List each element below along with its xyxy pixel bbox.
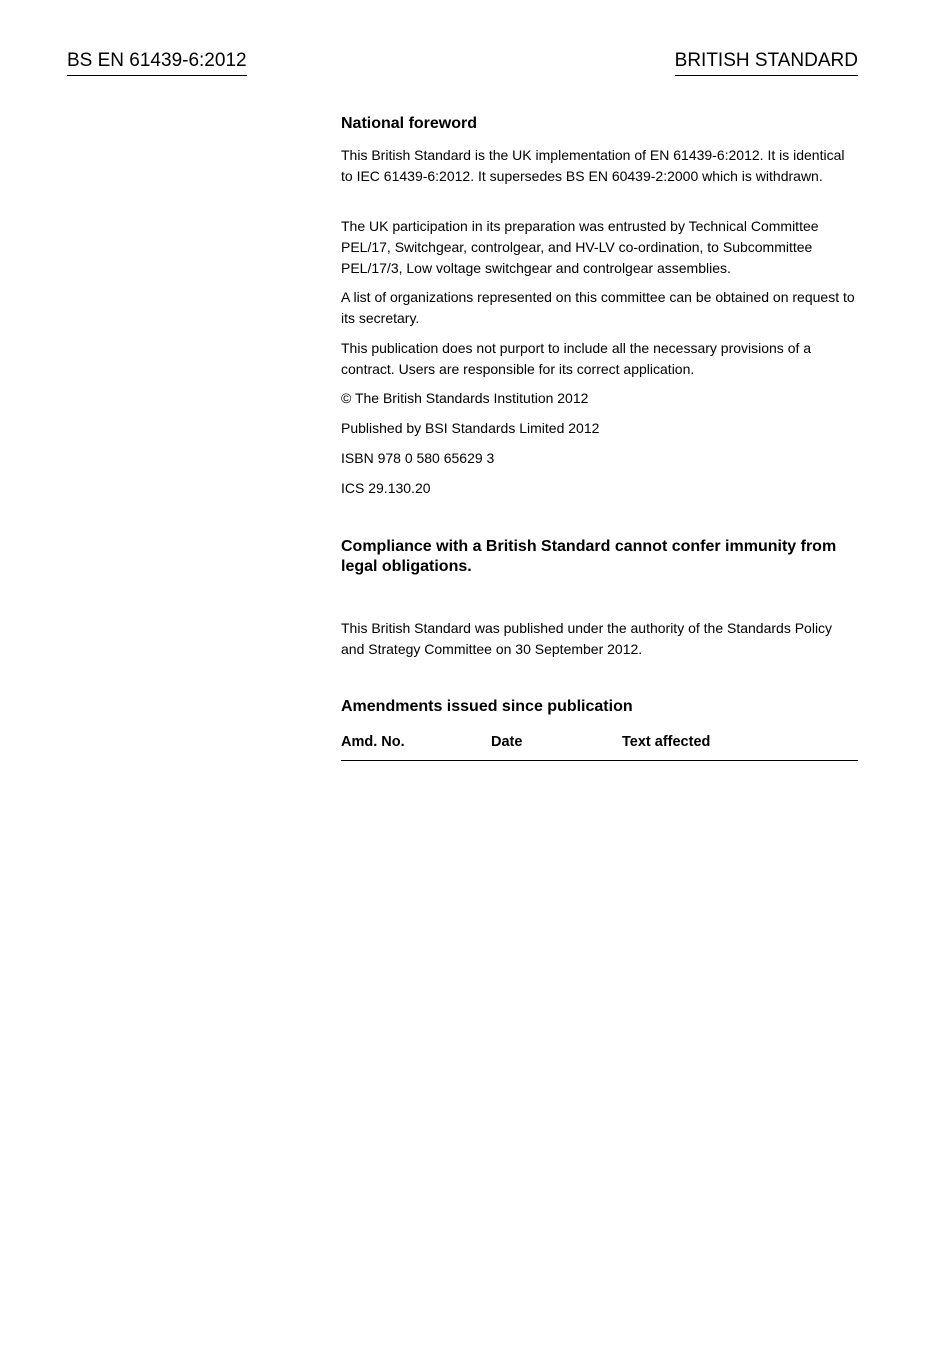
amendments-title: Amendments issued since publication [341, 698, 633, 715]
ics-line: ICS 29.130.20 [341, 480, 431, 496]
foreword-paragraph-2: The UK participation in its preparation was entrusted by Technical Committee PEL/17, Switchgear, controlgear, and HV-LV co-ordination, to Subcommittee PEL/17/3, Low voltage switchgear and controlgear assemblies. [341, 218, 819, 276]
foreword-paragraph-4: This publication does not purport to include all the necessary provisions of a contract. Users are responsible for its correct application. [341, 340, 812, 377]
document-number: BS EN 61439-6:2012 [67, 49, 247, 76]
foreword-paragraph-3: A list of organizations represented on this committee can be obtained on request to its secretary. [341, 289, 855, 326]
foreword-paragraph-1: This British Standard is the UK implementation of EN 61439-6:2012. It is identical to IEC 61439-6:2012. It supersedes BS EN 60439-2:2000 which is withdrawn. [341, 147, 845, 184]
isbn-line: ISBN 978 0 580 65629 3 [341, 450, 495, 466]
publisher-line: Published by BSI Standards Limited 2012 [341, 420, 600, 436]
national-foreword-title: National foreword [341, 115, 478, 132]
authority-statement: This British Standard was published under the authority of the Standards Policy and Strategy Committee on 30 September 2012. [341, 620, 833, 657]
document-type-label: BRITISH STANDARD [675, 49, 858, 76]
compliance-statement: Compliance with a British Standard cannot confer immunity from legal obligations. [341, 538, 837, 575]
amendments-table-header [341, 733, 858, 761]
column-header-text-affected: Text affected [622, 734, 711, 750]
copyright-line: © The British Standards Institution 2012 [341, 390, 589, 406]
column-header-amd-no: Amd. No. [341, 734, 405, 750]
column-header-date: Date [491, 734, 523, 750]
